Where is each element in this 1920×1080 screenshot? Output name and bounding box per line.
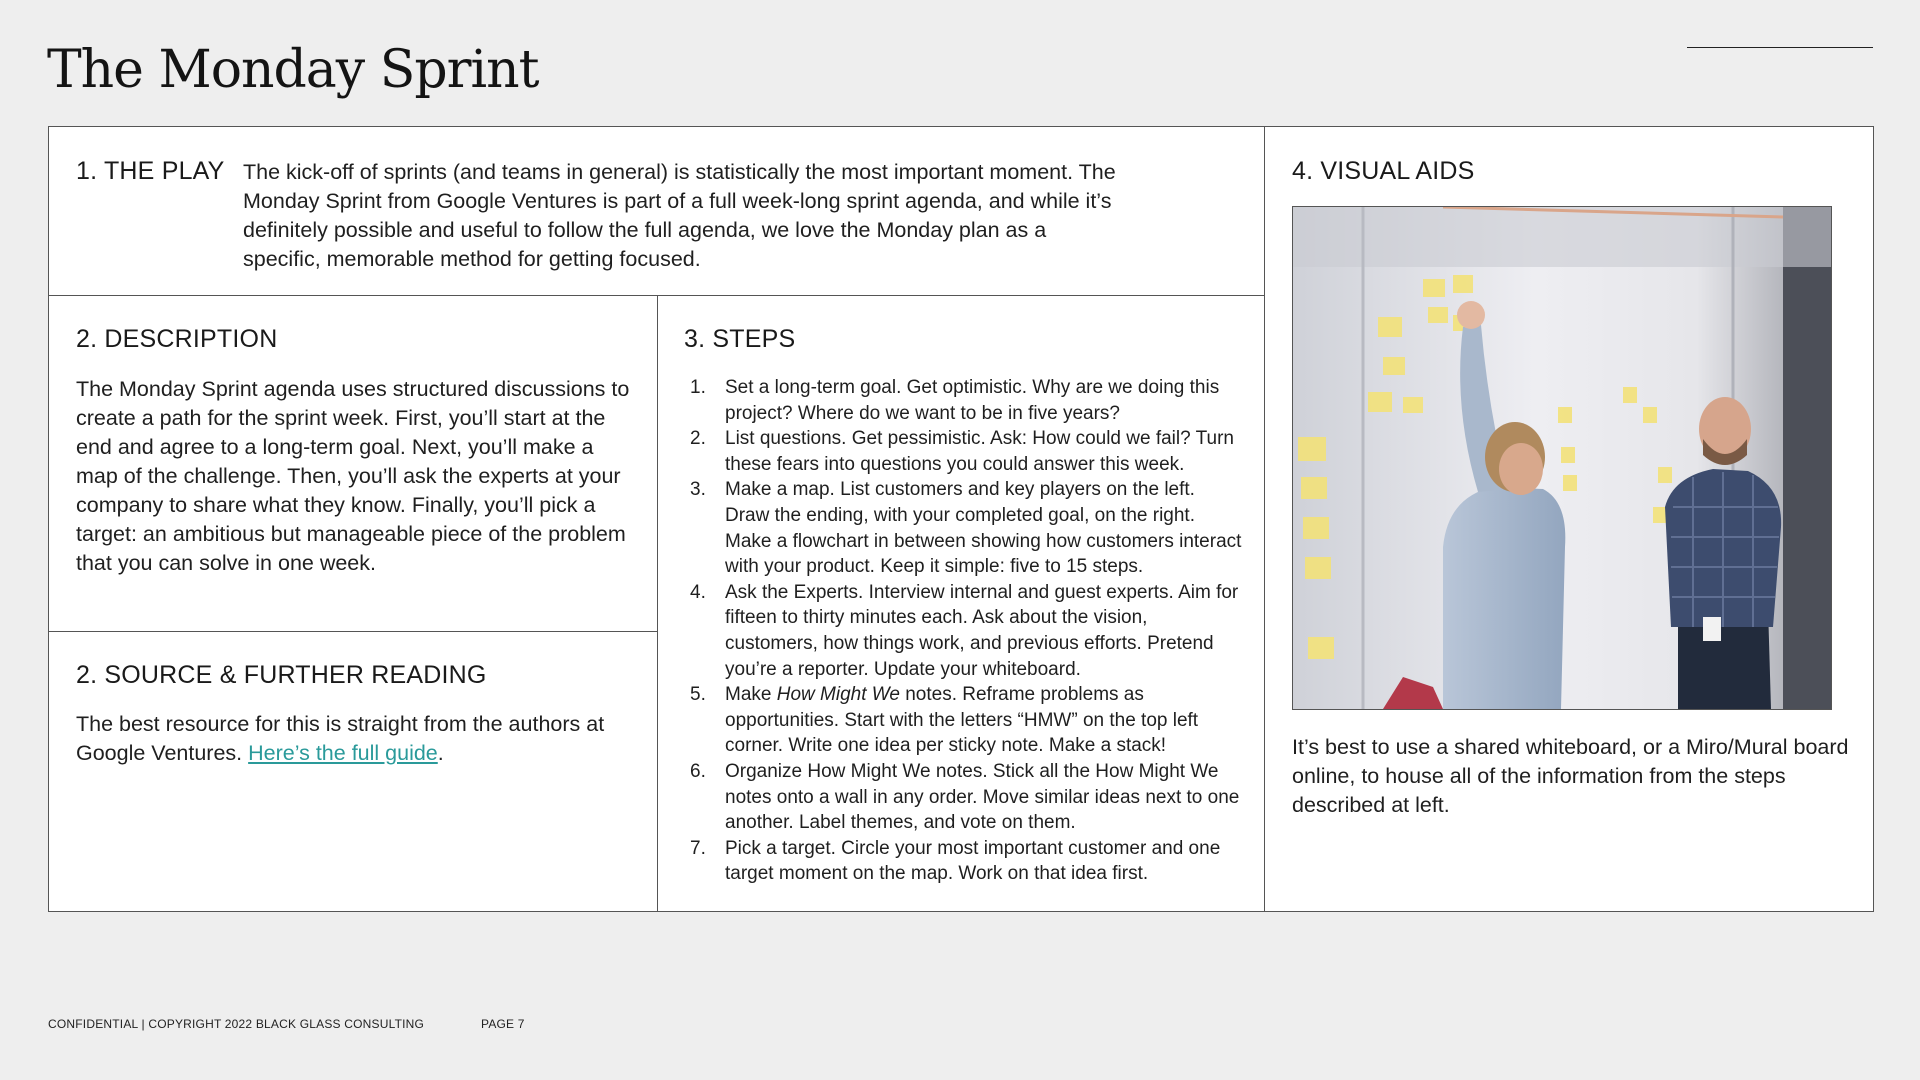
source-text-lead: The best resource for this is straight from the authors at Google Ventures. <box>76 712 605 765</box>
step-number: 6. <box>690 760 706 782</box>
visual-aids-text: It’s best to use a shared whiteboard, or a Miro/Mural board online, to house all of the information from the steps described at left. <box>1292 735 1849 817</box>
step-text: Organize How Might We notes. Stick all the How Might We notes onto a wall in any order. Move similar ideas next to one another. Label themes, and vote on them. <box>725 760 1240 834</box>
step-number: 3. <box>690 479 706 501</box>
play-text: The kick-off of sprints (and teams in general) is statistically the most important moment. The Monday Sprint from Google Ventures is part of a full week-long sprint agenda, and while it’s definitely possible and useful to follow the full agenda, we love the Monday plan as a specific, memorable method for getting focused. <box>243 160 1116 271</box>
divider <box>1264 127 1265 911</box>
footer-page-number: PAGE 7 <box>481 1017 525 1031</box>
step-number: 5. <box>690 684 706 706</box>
visual-aids-heading: 4. VISUAL AIDS <box>1292 157 1475 185</box>
divider <box>657 295 658 911</box>
content-grid <box>48 126 1874 912</box>
step-number: 2. <box>690 428 706 450</box>
steps-heading: 3. STEPS <box>684 325 796 353</box>
divider <box>49 295 1264 296</box>
whiteboard-photo-illustration <box>1293 207 1831 709</box>
footer-copyright: CONFIDENTIAL | COPYRIGHT 2022 BLACK GLASS CONSULTING <box>48 1017 425 1031</box>
divider <box>49 631 657 632</box>
step-text-emphasis: How Might We <box>776 684 900 706</box>
source-text <box>76 710 636 768</box>
steps-list <box>684 375 1244 887</box>
description-heading: 2. DESCRIPTION <box>76 325 278 353</box>
step-text-tail: notes. Reframe problems as opportunities. Start with the letters “HMW” on the top left corner. Write one idea per sticky note. Make a stack! <box>725 684 1199 757</box>
step-text: Make <box>725 684 777 706</box>
step-text: Set a long-term goal. Get optimistic. Why are we doing this project? Where do we want to be in five years? <box>725 377 1220 424</box>
step-item <box>684 477 1244 579</box>
source-text-tail: . <box>437 741 444 765</box>
play-heading: 1. THE PLAY <box>76 157 225 185</box>
step-text: Ask the Experts. Interview internal and guest experts. Aim for fifteen to thirty minutes each. Ask about the vision, customers, how things work, and previous efforts. Pretend you’re a reporter. Update your whiteboard. <box>725 581 1239 680</box>
source-heading: 2. SOURCE & FURTHER READING <box>76 661 487 689</box>
step-item <box>684 759 1244 836</box>
step-item <box>684 375 1244 426</box>
step-item <box>684 836 1244 887</box>
step-number: 4. <box>690 581 706 603</box>
description-text: The Monday Sprint agenda uses structured discussions to create a path for the sprint week. First, you’ll start at the end and agree to a long-term goal. Next, you’ll make a map of the challenge. Then, you’ll ask the experts at your company to share what they know. Finally, you’ll pick a target: an ambitious but manageable piece of the problem that you can solve in one week. <box>76 377 630 575</box>
whiteboard-photo <box>1292 206 1832 710</box>
step-item <box>684 426 1244 477</box>
step-item <box>684 682 1244 759</box>
full-guide-link[interactable]: Here’s the full guide <box>248 741 438 765</box>
step-number: 7. <box>690 837 706 859</box>
step-text: Make a map. List customers and key players on the left. Draw the ending, with your completed goal, on the right. Make a flowchart in between showing how customers interact with your product. Keep it simple: five to 15 steps. <box>725 479 1242 578</box>
page-title: The Monday Sprint <box>47 40 539 100</box>
step-text: Pick a target. Circle your most important customer and one target moment on the map. Work on that idea first. <box>725 837 1221 885</box>
step-text: List questions. Get pessimistic. Ask: How could we fail? Turn these fears into questions you could answer this week. <box>725 428 1234 475</box>
top-rule <box>1687 47 1873 48</box>
step-number: 1. <box>690 377 706 398</box>
step-item <box>684 580 1244 682</box>
